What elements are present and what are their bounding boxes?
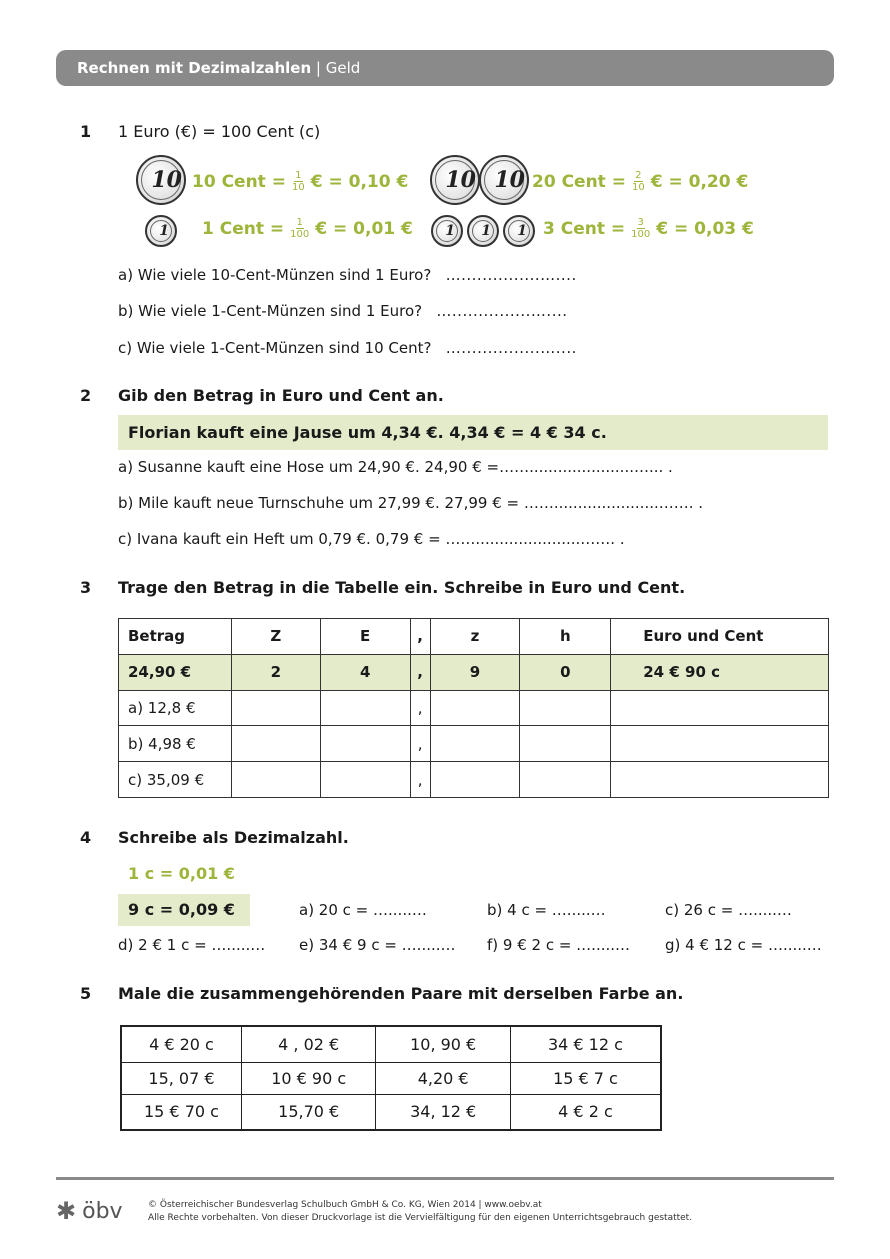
page-title-separator: | xyxy=(311,59,326,77)
pair-cell[interactable]: 15,70 € xyxy=(241,1094,375,1130)
page-title-bold: Rechnen mit Dezimalzahlen xyxy=(77,59,312,77)
coin-10-cent-icon: 10 xyxy=(136,155,186,205)
pair-cell[interactable]: 10, 90 € xyxy=(376,1026,510,1062)
table-cell: a) 12,8 € xyxy=(119,690,232,726)
pair-cell[interactable]: 34, 12 € xyxy=(376,1094,510,1130)
task4-item-c[interactable]: c) 26 c = ….....… xyxy=(665,901,792,919)
input-cell[interactable] xyxy=(520,762,611,798)
input-cell[interactable] xyxy=(320,762,410,798)
task2-example: Florian kauft eine Jause um 4,34 €. 4,34 € = 4 € 34 c. xyxy=(128,423,607,442)
task2-title: Gib den Betrag in Euro und Cent an. xyxy=(118,386,444,405)
table-cell: 2 xyxy=(231,654,320,690)
copyright-line-1: © Österreichischer Bundesverlag Schulbuch GmbH & Co. KG, Wien 2014 | www.oebv.at xyxy=(148,1200,542,1210)
input-cell[interactable] xyxy=(520,690,611,726)
input-cell[interactable] xyxy=(430,726,520,762)
table-cell: 24,90 € xyxy=(119,654,232,690)
header-cell: z xyxy=(430,619,520,655)
task3-title: Trage den Betrag in die Tabelle ein. Schreibe in Euro und Cent. xyxy=(118,578,686,597)
coin-10-cent-icon: 10 xyxy=(430,155,480,205)
pairs-table xyxy=(120,1025,662,1131)
publisher-logo xyxy=(56,1197,123,1225)
task2-question-a[interactable]: a) Susanne kauft eine Hose um 24,90 €. 24,90 € =……......................…... . xyxy=(118,458,673,476)
page-title xyxy=(77,59,360,77)
table-cell: 9 xyxy=(430,654,520,690)
formula-20-cent: 20 Cent = $\frac{2}{10}$ € = 0,20 € xyxy=(532,170,749,193)
pair-cell[interactable]: 34 € 12 c xyxy=(510,1026,661,1062)
table-row xyxy=(119,690,829,726)
task-number-5: 5 xyxy=(80,984,92,1003)
table-cell: , xyxy=(410,726,430,762)
page-title-rest: Geld xyxy=(325,59,361,77)
logo-text: öbv xyxy=(82,1198,123,1224)
formula-1-cent: 1 Cent = $\frac{1}{100}$ € = 0,01 € xyxy=(202,217,413,240)
task-number-2: 2 xyxy=(80,386,92,405)
header-cell: Z xyxy=(231,619,320,655)
input-cell[interactable] xyxy=(231,690,320,726)
coin-1-cent-icon: 1 xyxy=(503,215,535,247)
header-cell: E xyxy=(320,619,410,655)
input-cell[interactable] xyxy=(611,762,829,798)
pair-cell[interactable]: 4,20 € xyxy=(376,1062,510,1094)
coin-1-cent-icon: 1 xyxy=(431,215,463,247)
answer-blank[interactable]: …...............….... xyxy=(445,339,577,357)
input-cell[interactable] xyxy=(430,690,520,726)
coin-10-cent-icon: 10 xyxy=(479,155,529,205)
pair-cell[interactable]: 15 € 7 c xyxy=(510,1062,661,1094)
task4-title: Schreibe als Dezimalzahl. xyxy=(118,828,349,847)
pair-cell[interactable]: 4 € 2 c xyxy=(510,1094,661,1130)
task4-item-g[interactable]: g) 4 € 12 c = ….....… xyxy=(665,936,822,954)
input-cell[interactable] xyxy=(520,726,611,762)
task4-example-2: 9 c = 0,09 € xyxy=(128,900,235,919)
task1-question-a: a) Wie viele 10-Cent-Münzen sind 1 Euro? …...............….... xyxy=(118,266,577,284)
task-number-1: 1 xyxy=(80,122,92,141)
star-logo-icon: ✱ xyxy=(56,1197,77,1225)
table-cell: , xyxy=(410,654,430,690)
answer-blank[interactable]: …...............….... xyxy=(445,266,577,284)
table-row xyxy=(119,762,829,798)
input-cell[interactable] xyxy=(430,762,520,798)
coin-1-cent-icon: 1 xyxy=(145,215,177,247)
table-cell: 24 € 90 c xyxy=(611,654,829,690)
input-cell[interactable] xyxy=(231,762,320,798)
task1-title: 1 Euro (€) = 100 Cent (c) xyxy=(118,122,321,141)
table-example-row xyxy=(119,654,829,690)
table-row xyxy=(121,1094,661,1130)
table-row xyxy=(119,726,829,762)
table-row xyxy=(121,1026,661,1062)
task-number-4: 4 xyxy=(80,828,92,847)
task5-title: Male die zusammengehörenden Paare mit derselben Farbe an. xyxy=(118,984,684,1003)
formula-10-cent: 10 Cent = $\frac{1}{10}$ € = 0,10 € xyxy=(192,170,409,193)
task2-question-c[interactable]: c) Ivana kauft ein Heft um 0,79 €. 0,79 € = ……......................……. . xyxy=(118,530,625,548)
copyright-notice xyxy=(148,1199,692,1225)
task4-item-b[interactable]: b) 4 c = ….....… xyxy=(487,901,606,919)
input-cell[interactable] xyxy=(611,690,829,726)
header-cell: h xyxy=(520,619,611,655)
header-cell: Euro und Cent xyxy=(611,619,829,655)
pair-cell[interactable]: 15, 07 € xyxy=(121,1062,241,1094)
table-header-row xyxy=(119,619,829,655)
table-cell: , xyxy=(410,762,430,798)
coin-1-cent-icon: 1 xyxy=(467,215,499,247)
pair-cell[interactable]: 10 € 90 c xyxy=(241,1062,375,1094)
place-value-table xyxy=(118,618,829,798)
task4-item-e[interactable]: e) 34 € 9 c = ….....… xyxy=(299,936,456,954)
input-cell[interactable] xyxy=(611,726,829,762)
footer-divider xyxy=(56,1177,834,1180)
pair-cell[interactable]: 15 € 70 c xyxy=(121,1094,241,1130)
task2-question-b[interactable]: b) Mile kauft neue Turnschuhe um 27,99 €. 27,99 € = ……......................……. . xyxy=(118,494,704,512)
pair-cell[interactable]: 4 , 02 € xyxy=(241,1026,375,1062)
table-cell: 4 xyxy=(320,654,410,690)
task4-item-d[interactable]: d) 2 € 1 c = ….....… xyxy=(118,936,266,954)
table-cell: c) 35,09 € xyxy=(119,762,232,798)
task1-question-c: c) Wie viele 1-Cent-Münzen sind 10 Cent? …...............….... xyxy=(118,339,577,357)
table-cell: , xyxy=(410,690,430,726)
table-row xyxy=(121,1062,661,1094)
header-bar xyxy=(56,50,834,86)
input-cell[interactable] xyxy=(320,690,410,726)
answer-blank[interactable]: …...............….... xyxy=(436,302,568,320)
input-cell[interactable] xyxy=(231,726,320,762)
header-cell: Betrag xyxy=(119,619,232,655)
header-cell: , xyxy=(410,619,430,655)
table-cell: 0 xyxy=(520,654,611,690)
formula-3-cent: 3 Cent = $\frac{3}{100}$ € = 0,03 € xyxy=(543,217,754,240)
task-number-3: 3 xyxy=(80,578,92,597)
copyright-line-2: Alle Rechte vorbehalten. Von dieser Druckvorlage ist die Vervielfältigung für den eigenen Unterrichtsgebrauch gestattet. xyxy=(148,1213,693,1223)
task4-item-f[interactable]: f) 9 € 2 c = ….....… xyxy=(487,936,631,954)
input-cell[interactable] xyxy=(320,726,410,762)
pair-cell[interactable]: 4 € 20 c xyxy=(121,1026,241,1062)
task1-question-b: b) Wie viele 1-Cent-Münzen sind 1 Euro? …...............….... xyxy=(118,302,568,320)
task4-item-a[interactable]: a) 20 c = ….....… xyxy=(299,901,427,919)
task4-example-1: 1 c = 0,01 € xyxy=(128,864,235,883)
table-cell: b) 4,98 € xyxy=(119,726,232,762)
